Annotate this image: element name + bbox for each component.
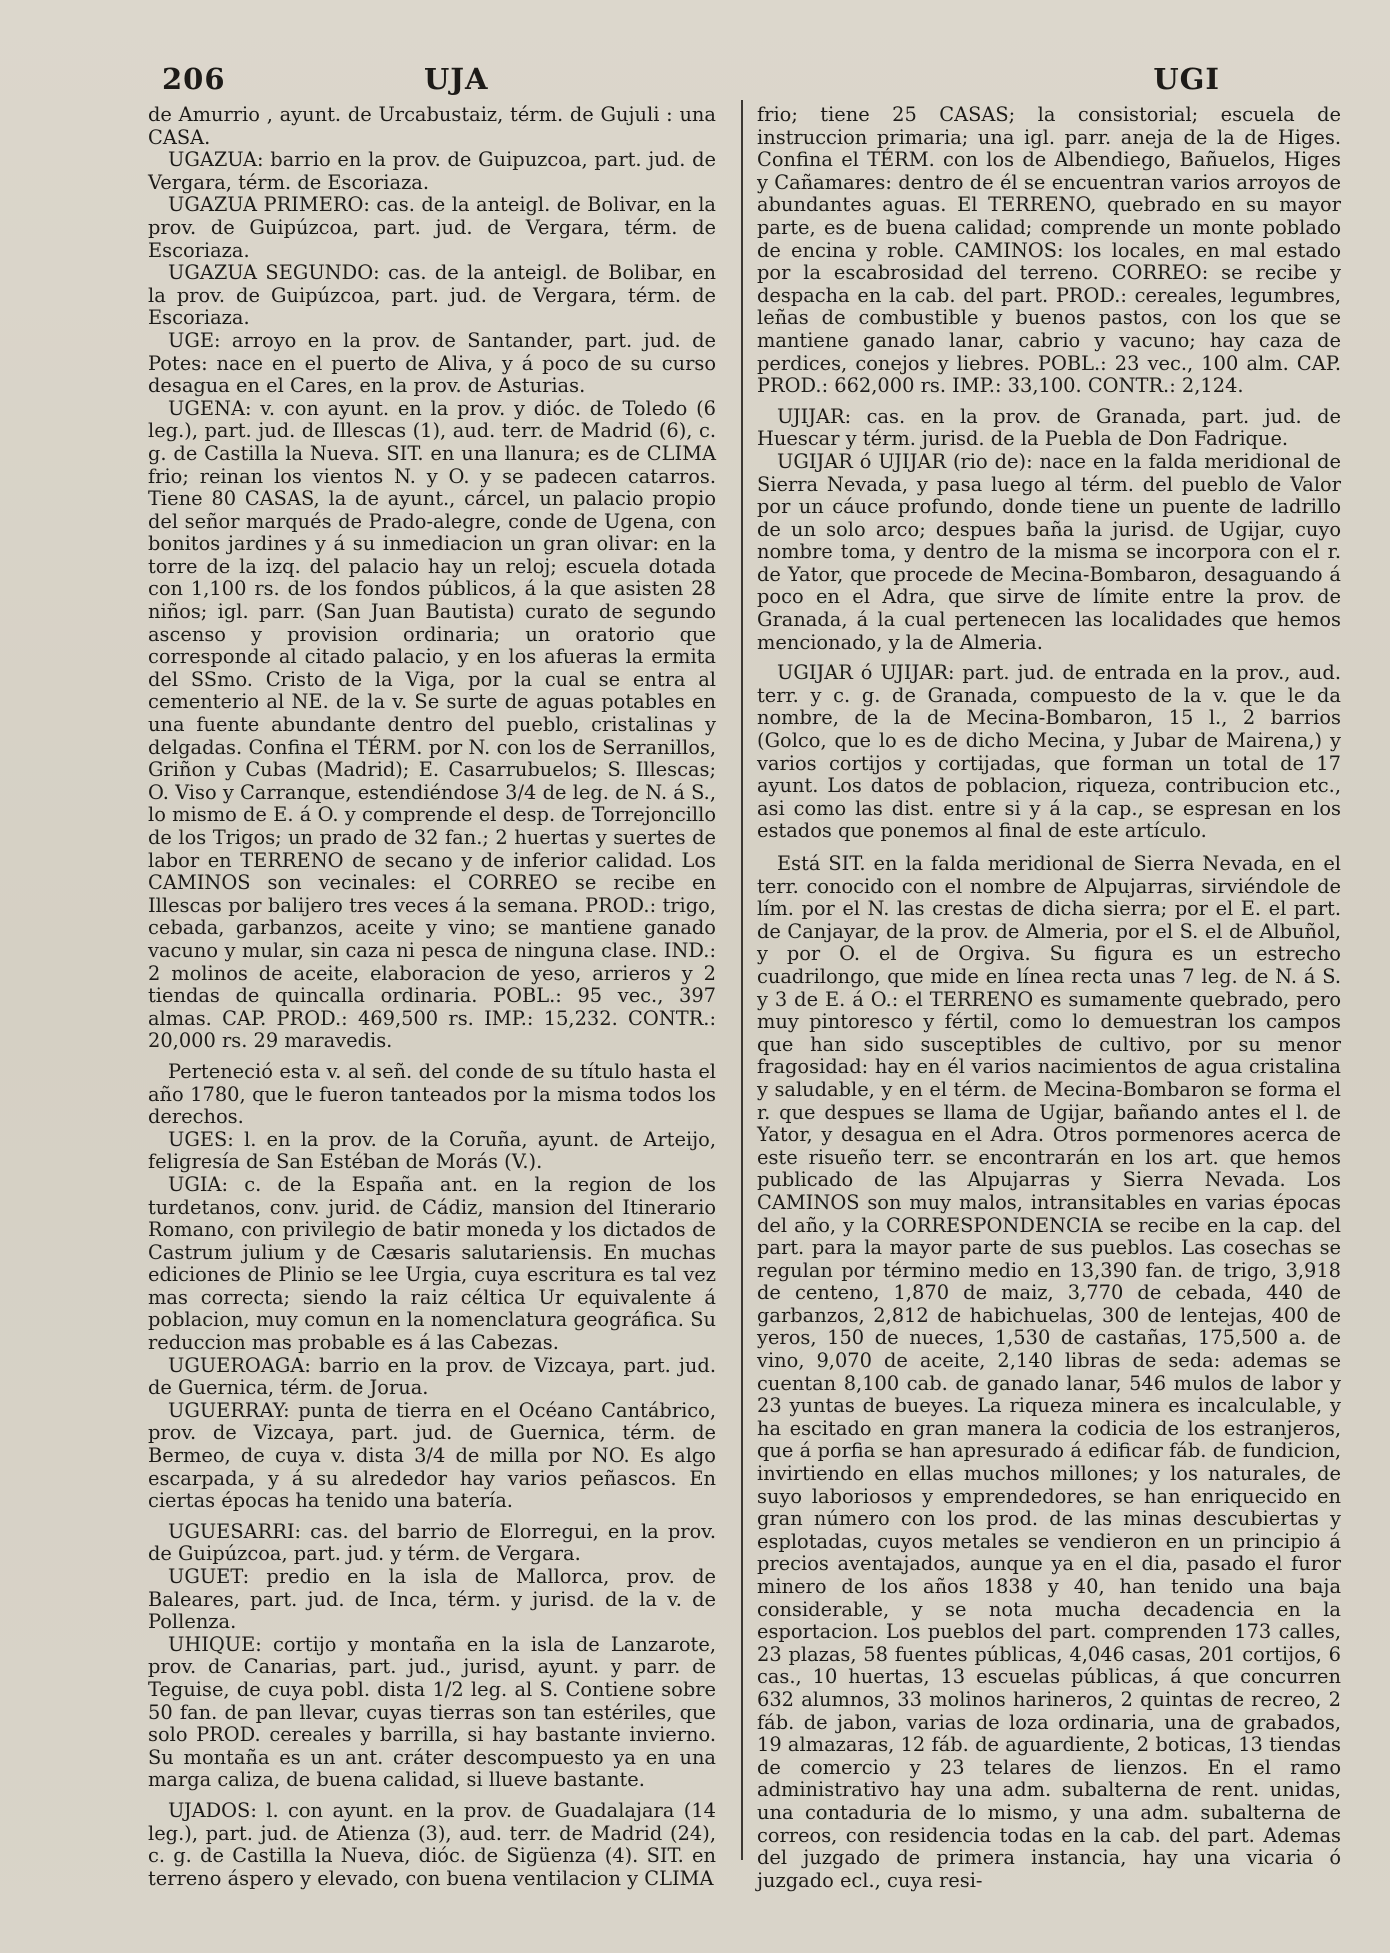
entry-paragraph: UHIQUE: cortijo y montaña en la isla de Lanzarote, prov. de Canarias, part. jud., jurisd, ayunt. y parr. de Teguise, de cuya pobl. dista 1/2 leg. al S. Contiene sobre 50 fan. de pan llevar, cuyas tierras son tan estériles, que solo PROD. cereales y barrilla, si hay bastante invierno. Su montaña es un ant. cráter descompuesto ya en una marga caliza, de buena calidad, si llueve bastante. bbox=[148, 1632, 716, 1792]
entry-paragraph: UGES: l. en la prov. de la Coruña, ayunt. de Arteijo, feligresía de San Estéban de Morás (V.). bbox=[148, 1127, 716, 1174]
entry-paragraph: UGUET: predio en la isla de Mallorca, prov. de Baleares, part. jud. de Inca, térm. y jurisd. de la v. de Pollenza. bbox=[148, 1565, 716, 1634]
entry-paragraph: UGAZUA: barrio en la prov. de Guipuzcoa, part. jud. de Vergara, térm. de Escoriaza. bbox=[148, 148, 716, 194]
right-column bbox=[757, 104, 1341, 1892]
entry-paragraph: UGAZUA SEGUNDO: cas. de la anteigl. de Bolibar, en la prov. de Guipúzcoa, part. jud. de Vergara, térm. de Escoriaza. bbox=[148, 261, 716, 330]
right-running-head: UGI bbox=[1153, 62, 1220, 96]
column-rule bbox=[741, 100, 743, 1860]
left-running-head: UJA bbox=[424, 62, 489, 96]
entry-paragraph: Está SIT. en la falda meridional de Sierra Nevada, en el terr. conocido con el nombre de Alpujarras, sirviéndole de lím. por el N. las crestas de dicha sierra; por el E. el part. de Canjayar, de la prov. de Almeria, por el S. el de Albuñol, y por O. el de Orgiva. Su figura es un estrecho cuadrilongo, que mide en línea recta unas 7 leg. de N. á S. y 3 de E. á O.: el TERRENO es sumamente quebrado, pero muy pintoresco y fértil, como lo demuestran los campos que han sido susceptibles de cultivo, por su menor fragosidad: hay en él varios nacimientos de agua cristalina y saludable, y en el térm. de Mecina-Bombaron se forma el r. que despues se llama de Ugijar, bañando antes el l. de Yator, y desagua en el Adra. Otros pormenores acerca de este risueño terr. se encontrarán en los art. que hemos publicado de las Alpujarras y Sierra Nevada. Los CAMINOS son muy malos, intransitables en varias épocas del año, y la CORRESPONDENCIA se recibe en la cap. del part. para la mayor parte de sus pueblos. Las cosechas se regulan por término medio en 13,390 fan. de trigo, 3,918 de centeno, 1,870 de maiz, 3,770 de cebada, 440 de garbanzos, 2,812 de habichuelas, 300 de lentejas, 400 de yeros, 150 de nueces, 1,530 de castañas, 175,500 a. de vino, 9,070 de aceite, 2,140 libras de seda: ademas se cuentan 8,100 cab. de ganado lanar, 546 mulos de labor y 23 yuntas de bueyes. La riqueza minera es incalculable, y ha escitado en gran manera la codicia de los estranjeros, que á porfia se han apresurado á edificar fáb. de fundicion, invirtiendo en ellas muchos millones; y los naturales, de suyo laboriosos y emprendedores, se han enriquecido en gran número con los prod. de las minas descubiertas y esplotadas, cuyos metales se vendieron en un principio á precios aventajados, aunque ya en el dia, pasado el furor minero de los años 1838 y 40, han tenido una baja considerable, y se nota mucha decadencia en la esportacion. Los pueblos del part. comprenden 173 calles, 23 plazas, 58 fuentes públicas, 4,046 casas, 201 cortijos, 6 cas., 10 huertas, 13 escuelas públicas, á que concurren 632 alumnos, 33 molinos harineros, 2 quintas de recreo, 2 fáb. de jabon, varias de loza ordinaria, una de grabados, 19 almazaras, 12 fáb. de aguardiente, 2 boticas, 13 tiendas de comercio y 23 telares de lienzos. En el ramo administrativo hay una adm. subalterna de rent. unidas, una contaduria de lo mismo, y una adm. subalterna de correos, con residencia todas en la cab. del part. Ademas del juzgado de primera instancia, hay una vicaria ó juzgado ecl., cuya resi- bbox=[757, 852, 1341, 1892]
entry-paragraph: Perteneció esta v. al señ. del conde de su título hasta el año 1780, que le fueron tanteados por la misma todos los derechos. bbox=[148, 1059, 716, 1129]
entry-paragraph: UGUEROAGA: barrio en la prov. de Vizcaya, part. jud. de Guernica, térm. de Jorua. bbox=[148, 1353, 716, 1400]
left-column bbox=[148, 104, 716, 1890]
entry-paragraph: de Amurrio , ayunt. de Urcabustaiz, térm. de Gujuli : una CASA. bbox=[148, 103, 716, 149]
entry-paragraph: UGUESARRI: cas. del barrio de Elorregui, en la prov. de Guipúzcoa, part. jud. y térm. de Vergara. bbox=[148, 1519, 716, 1566]
entry-paragraph: UGENA: v. con ayunt. en la prov. y dióc. de Toledo (6 leg.), part. jud. de Illescas (1), aud. terr. de Madrid (6), c. g. de Castilla la Nueva. SIT. en una llanura; es de CLIMA frio; reinan los vientos N. y O. y se padecen catarros. Tiene 80 CASAS, la de ayunt., cárcel, un palacio propio del señor marqués de Prado-alegre, conde de Ugena, con bonitos jardines y á su inmediacion un gran olivar: en la torre de la izq. del palacio hay un reloj; escuela dotada con 1,100 rs. de los fondos públicos, á la que asisten 28 niños; igl. parr. (San Juan Bautista) curato de segundo ascenso y provision ordinaria; un oratorio que corresponde al citado palacio, y en los afueras la ermita del SSmo. Cristo de la Viga, por la cual se entra al cementerio al NE. de la v. Se surte de aguas potables en una fuente abundante dentro del pueblo, cristalinas y delgadas. Confina el TÉRM. por N. con los de Serranillos, Griñon y Cubas (Madrid); E. Casarrubuelos; S. Illescas; O. Viso y Carranque, estendiéndose 3/4 de leg. de N. á S., lo mismo de E. á O. y comprende el desp. de Torrejoncillo de los Trigos; un prado de 32 fan.; 2 huertas y suertes de labor en TERRENO de secano y de inferior calidad. Los CAMINOS son vecinales: el CORREO se recibe en Illescas por balijero tres veces á la semana. PROD.: trigo, cebada, garbanzos, aceite y vino; se mantiene ganado vacuno y mular, sin caza ni pesca de ninguna clase. IND.: 2 molinos de aceite, elaboracion de yeso, arrieros y 2 tiendas de quincalla ordinaria. POBL.: 95 vec., 397 almas. CAP. PROD.: 469,500 rs. IMP.: 15,232. CONTR.: 20,000 rs. 29 maravedis. bbox=[148, 396, 716, 1053]
page-number: 206 bbox=[162, 62, 226, 96]
entry-paragraph: UJADOS: l. con ayunt. en la prov. de Guadalajara (14 leg.), part. jud. de Atienza (3), aud. terr. de Madrid (24), c. g. de Castilla la Nueva, dióc. de Sigüenza (4). SIT. en terreno áspero y elevado, con buena ventilacion y CLIMA bbox=[148, 1798, 716, 1890]
entry-paragraph: UGIA: c. de la España ant. en la region de los turdetanos, conv. jurid. de Cádiz, mansion del Itinerario Romano, con privilegio de batir moneda y los dictados de Castrum julium y de Cæsaris salutariensis. En muchas ediciones de Plinio se lee Urgia, cuya escritura es tal vez mas correcta; siendo la raiz céltica Ur equivalente á poblacion, muy comun en la nomenclatura geográfica. Su reduccion mas probable es á las Cabezas. bbox=[148, 1172, 716, 1355]
entry-paragraph: UGIJAR ó UJIJAR (rio de): nace en la falda meridional de Sierra Nevada, y pasa luego al térm. del pueblo de Valor por un cáuce profundo, donde tiene un puente de ladrillo de un solo arco; despues baña la jurisd. de Ugijar, cuyo nombre toma, y dentro de la misma se incorpora con el r. de Yator, que procede de Mecina-Bombaron, desaguando á poco en el Adra, que sirve de límite entre la prov. de Granada, á la cual pertenecen las localidades que hemos mencionado, y la de Almeria. bbox=[757, 449, 1341, 654]
running-header bbox=[162, 62, 1340, 102]
entry-paragraph: UGUERRAY: punta de tierra en el Océano Cantábrico, prov. de Vizcaya, part. jud. de Guernica, térm. de Bermeo, de cuya v. dista 3/4 de milla por NO. Es algo escarpada, y á su alrededor hay varios peñascos. En ciertas épocas ha tenido una batería. bbox=[148, 1398, 716, 1513]
entry-paragraph: UGAZUA PRIMERO: cas. de la anteigl. de Bolivar, en la prov. de Guipúzcoa, part. jud. de Vergara, térm. de Escoriaza. bbox=[148, 193, 716, 262]
entry-paragraph: frio; tiene 25 CASAS; la consistorial; escuela de instruccion primaria; una igl. parr. aneja de la de Higes. Confina el TÉRM. con los de Albendiego, Bañuelos, Higes y Cañamares: dentro de él se encuentran varios arroyos de abundantes aguas. El TERRENO, quebrado en su mayor parte, es de buena calidad; comprende un monte poblado de encina y roble. CAMINOS: los locales, en mal estado por la escabrosidad del terreno. CORREO: se recibe y despacha en la cab. del part. PROD.: cereales, legumbres, leñas de combustible y buenos pastos, con los que se mantiene ganado lanar, cabrio y vacuno; hay caza de perdices, conejos y liebres. POBL.: 23 vec., 100 alm. CAP. PROD.: 662,000 rs. IMP.: 33,100. CONTR.: 2,124. bbox=[757, 103, 1341, 398]
entry-paragraph: UGIJAR ó UJIJAR: part. jud. de entrada en la prov., aud. terr. y c. g. de Granada, compuesto de la v. que le da nombre, de la de Mecina-Bombaron, 15 l., 2 barrios (Golco, que lo es de dicho Mecina, y Jubar de Mairena,) y varios cortijos y cortijadas, que forman un total de 17 ayunt. Los datos de poblacion, riqueza, contribucion etc., asi como las dist. entre si y á la cap., se espresan en los estados que ponemos al final de este artículo. bbox=[757, 661, 1341, 843]
entry-paragraph: UJIJAR: cas. en la prov. de Granada, part. jud. de Huescar y térm. jurisd. de la Puebla de Don Fadrique. bbox=[757, 404, 1341, 451]
entry-paragraph: UGE: arroyo en la prov. de Santander, part. jud. de Potes: nace en el puerto de Aliva, y á poco de su curso desagua en el Cares, en la prov. de Asturias. bbox=[148, 328, 716, 398]
